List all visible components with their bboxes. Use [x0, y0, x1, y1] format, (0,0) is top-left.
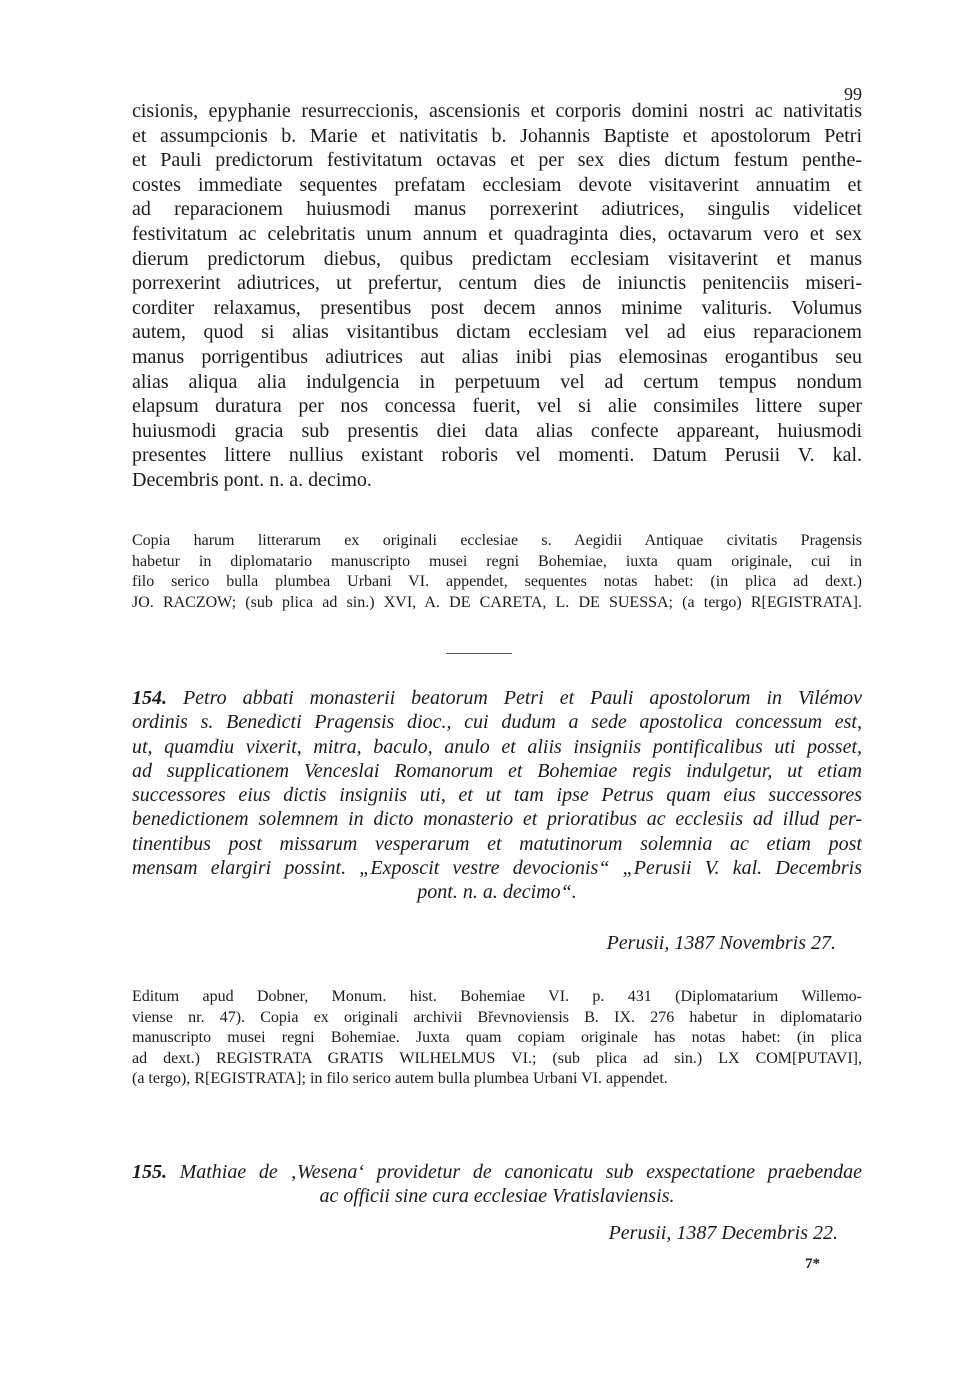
text-line: presentes littere nullius existant roboris vel momenti. Datum Perusii V. kal.: [132, 444, 862, 467]
document-155-block: [132, 1160, 862, 1209]
doc-155-line: ac officii sine cura ecclesiae Vratislaviensis.: [319, 1185, 675, 1208]
text-line: cisionis, epyphanie resurreccionis, ascensionis et corporis domini nostri ac nativitatis: [132, 100, 862, 122]
text-line: costes immediate sequentes prefatam ecclesiam devote visitaverint annuatim et: [132, 173, 862, 196]
text-line: et Pauli predictorum festivitatum octavas et per sex dies dictum festum penthe-: [132, 149, 862, 172]
note-line: Editum apud Dobner, Monum. hist. Bohemiae VI. p. 431 (Diplomatarium Willemo-: [132, 988, 862, 1005]
signature-mark: 7*: [805, 1256, 820, 1272]
note-line: (a tergo), R[EGISTRATA]; in filo serico autem bulla plumbea Urbani VI. appendet.: [132, 1070, 668, 1088]
note-line: viense nr. 47). Copia ex originali archivii Břevnoviensis B. IX. 276 habetur in diplomatario: [132, 1008, 862, 1026]
note-line: filo serico bulla plumbea Urbani VI. appendet, sequentes notas habet: (in plica ad dext.): [132, 573, 862, 591]
note-line: Copia harum litterarum ex originali ecclesiae s. Aegidii Antiquae civitatis Pragensis: [132, 532, 862, 549]
page-number: 99: [844, 84, 862, 104]
doc-155-date-block: [132, 1222, 862, 1245]
text-line: dierum predictorum diebus, quibus predictam ecclesiam visitaverint et manus: [132, 247, 862, 270]
text-line: huiusmodi gracia sub presentis diei data alias confecte appareant, huiusmodi: [132, 419, 862, 442]
text-line: ad reparacionem huiusmodi manus porrexerint adiutrices, singulis videlicet: [132, 198, 862, 221]
doc-155-number: 155.: [132, 1161, 167, 1183]
text-line: corditer relaxamus, presentibus post decem annos minime valituris. Volumus: [132, 296, 862, 319]
doc-155-date: Perusii, 1387 Decembris 22.: [608, 1222, 838, 1244]
main-text-block: [132, 99, 862, 493]
text-line: elapsum duratura per nos concessa fuerit, vel si alie consimiles littere super: [132, 395, 862, 418]
text-line: Decembris pont. n. a. decimo.: [132, 468, 372, 491]
note-line: habetur in diplomatario manuscripto musei regni Bohemiae, iuxta quam originale, cui in: [132, 552, 862, 570]
document-154-block: [132, 686, 862, 905]
text-line: et assumpcionis b. Marie et nativitatis b. Johannis Baptiste et apostolorum Petri: [132, 124, 862, 147]
doc-154-line: ad supplicationem Venceslai Romanorum et Bohemiae regis indulgetur, ut etiam: [132, 759, 862, 782]
text-line: porrexerint adiutrices, ut prefertur, centum dies de iniunctis penitenciis miseri-: [132, 272, 862, 295]
note-line: ad dext.) REGISTRATA GRATIS WILHELMUS VI.; (sub plica ad sin.) LX COM[PUTAVI],: [132, 1049, 862, 1067]
doc-154-line: benedictionem solemnem in dicto monasterio et prioratibus ac ecclesiis ad illud per-: [132, 808, 862, 831]
doc-154-line: ordinis s. Benedicti Pragensis dioc., cui dudum a sede apostolica concessum est,: [132, 711, 862, 734]
doc-154-heading-line: [132, 686, 862, 710]
doc-155-line: Mathiae de ‚Wesena‘ providetur de canonicatu sub exspectatione praebendae: [167, 1161, 862, 1183]
text-line: alias aliqua alia indulgencia in perpetuum vel ad certum tempus nondum: [132, 370, 862, 393]
doc-154-date: Perusii, 1387 Novembris 27.: [606, 932, 836, 954]
note-line: manuscripto musei regni Bohemiae. Juxta quam copiam originale has notas habet: (in plica: [132, 1029, 862, 1047]
doc-155-heading-line: [132, 1160, 862, 1184]
text-line: festivitatum ac celebritatis unum annum et quadraginta dies, octavarum vero et sex: [132, 222, 862, 245]
doc-154-line: ut, quamdiu vixerit, mitra, baculo, anulo et aliis insigniis pontificalibus uti posset,: [132, 735, 862, 758]
note-block-1: [132, 531, 862, 613]
section-divider: [446, 653, 512, 654]
doc-154-line: successores eius dictis insigniis uti, et ut tam ipse Petrus quam eius successores: [132, 784, 862, 807]
doc-154-line: tinentibus post missarum vesperarum et matutinorum solemnia ac etiam post: [132, 832, 862, 855]
doc-154-date-block: [132, 932, 862, 955]
doc-154-line: pont. n. a. decimo“.: [417, 881, 577, 904]
note-line: JO. RACZOW; (sub plica ad sin.) XVI, A. DE CARETA, L. DE SUESSA; (a tergo) R[EGISTRATA].: [132, 593, 862, 611]
doc-154-number: 154.: [132, 687, 167, 709]
text-line: manus porrigentibus adiutrices aut alias inibi pias elemosinas erogantibus seu: [132, 345, 862, 368]
doc-154-line: mensam elargiri possint. „Exposcit vestre devocionis“ „Perusii V. kal. Decembris: [132, 857, 862, 880]
text-line: autem, quod si alias visitantibus dictam ecclesiam vel ad eius reparacionem: [132, 321, 862, 344]
doc-154-line: Petro abbati monasterii beatorum Petri et Pauli apostolorum in Vilémov: [167, 687, 862, 709]
note-block-2: [132, 987, 862, 1090]
